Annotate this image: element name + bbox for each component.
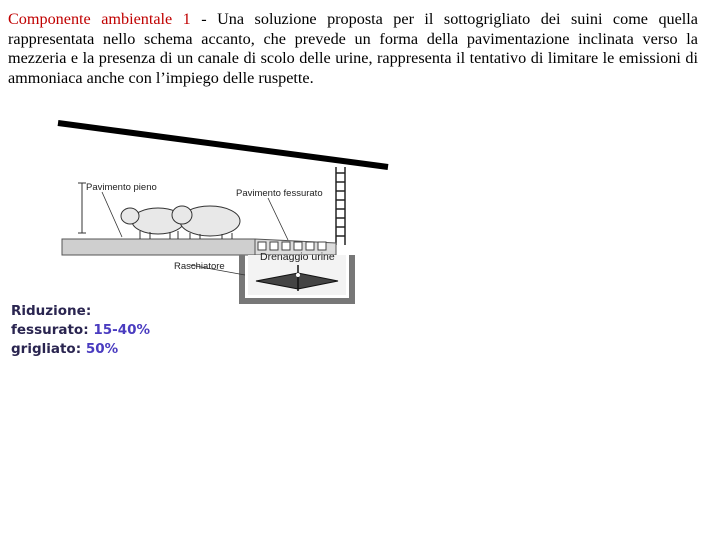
reduction-label: fessurato: [11,322,89,338]
label-solid-floor: Pavimento pieno [86,182,157,193]
solid-floor-marker [78,183,86,233]
reduction-row-slatted [11,321,150,340]
pig-illustrations [121,206,240,239]
reduction-value: 50% [85,341,119,357]
reduction-row-grid [11,340,150,359]
solid-floor-leader [102,192,122,237]
reduction-box [11,302,150,359]
label-slatted-floor: Pavimento fessurato [236,188,323,199]
side-wall [336,167,345,245]
reduction-value: 15-40% [93,322,151,338]
slatted-floor-leader [268,198,288,240]
pig-housing-diagram [40,115,390,305]
description-paragraph [8,10,698,88]
reduction-label: grigliato: [11,341,82,357]
label-scraper: Raschiatore [174,261,225,272]
label-urine-drain: Drenaggio urine [260,251,335,263]
reduction-title: Riduzione: [11,303,92,319]
section-heading: Componente ambientale 1 [8,10,191,28]
roof-line [58,123,388,167]
description-text: - Una soluzione proposta per il sottogrigliato dei suini come quella rappresentata nello schema accanto, che prevede un forma della pavimentazione inclinata verso la mezzeria e la presenza di un canale di scolo delle urine, rappresenta il tentativo di limitare le emissioni di ammoniaca anche con l’impiego delle ruspette. [8,10,698,87]
